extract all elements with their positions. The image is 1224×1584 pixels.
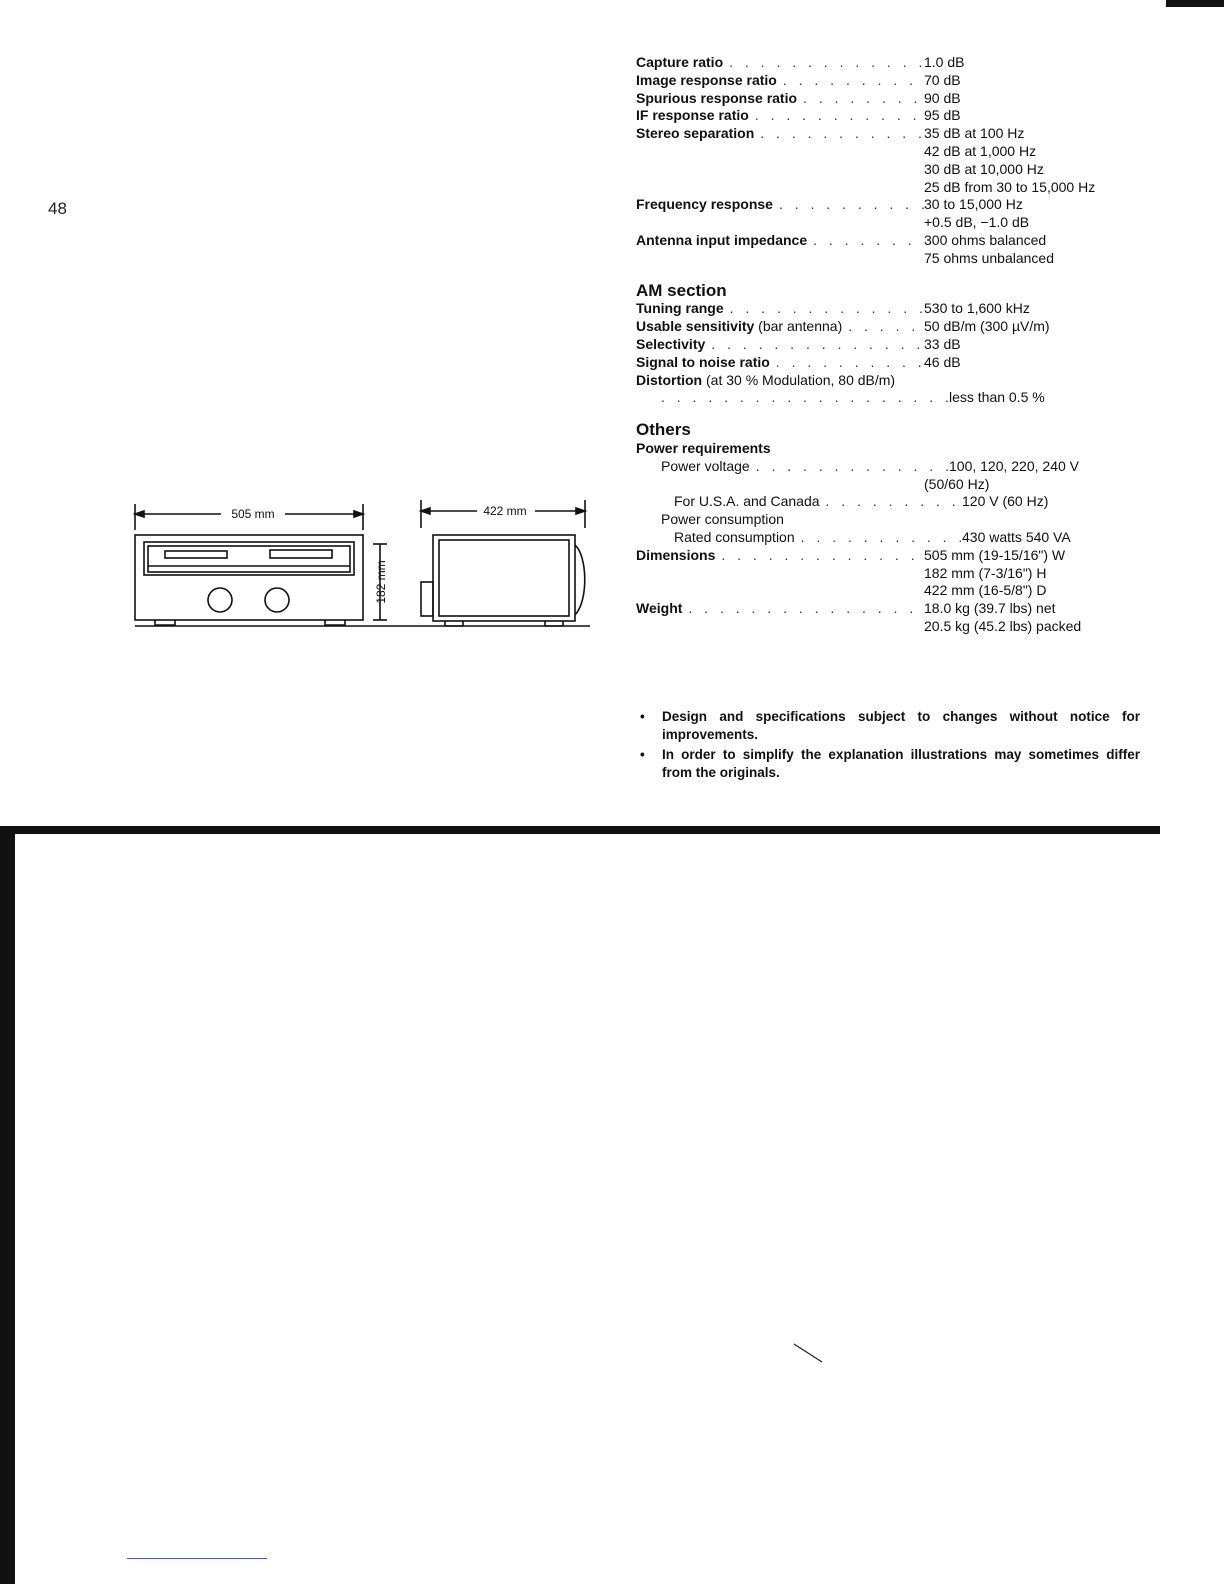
spec-row-distortion-value xyxy=(636,389,1156,407)
spec-value: 422 mm (16-5/8") D xyxy=(924,582,1047,599)
spec-row-power-voltage-2 xyxy=(636,476,1156,494)
power-requirements-heading: Power requirements xyxy=(636,439,771,456)
spec-value: +0.5 dB, −1.0 dB xyxy=(924,214,1030,231)
side-view xyxy=(421,500,585,626)
dimensions-diagram xyxy=(125,490,595,640)
spec-row xyxy=(636,232,1156,250)
height-label: 182 mm xyxy=(374,560,388,604)
spec-row-distortion xyxy=(636,372,1156,390)
specifications xyxy=(636,54,1156,636)
spec-label: Image response ratio xyxy=(636,71,777,88)
spec-row-dimensions-3 xyxy=(636,582,1156,600)
underline-mark xyxy=(127,1558,267,1559)
fm-section xyxy=(636,54,1156,268)
spec-row xyxy=(636,90,1156,108)
spec-value: 505 mm (19-15/16") W xyxy=(924,546,1066,563)
spec-row-dimensions-2 xyxy=(636,565,1156,583)
spec-label: Signal to noise ratio xyxy=(636,353,770,370)
footnote xyxy=(640,746,1140,782)
bottom-rule xyxy=(0,826,1160,834)
spec-row-usable-sensitivity xyxy=(636,318,1156,336)
spec-value: 30 to 15,000 Hz xyxy=(924,196,1023,213)
spec-row xyxy=(636,179,1156,197)
spec-value: 1.0 dB xyxy=(924,54,965,70)
spec-row-usa-canada xyxy=(636,493,1156,511)
spec-value: 30 dB at 10,000 Hz xyxy=(924,160,1044,177)
spec-row-power-voltage xyxy=(636,458,1156,476)
bullet: • xyxy=(640,709,645,724)
bullet: • xyxy=(640,747,645,762)
spec-value: 35 dB at 100 Hz xyxy=(924,125,1025,142)
spec-row xyxy=(636,161,1156,179)
spec-value: 20.5 kg (45.2 lbs) packed xyxy=(924,617,1082,634)
front-view xyxy=(135,504,590,626)
spec-value: 530 to 1,600 kHz xyxy=(924,300,1030,317)
spec-label: Usable sensitivity (bar antenna) xyxy=(636,318,843,335)
spec-value: 33 dB xyxy=(924,335,961,352)
spec-label: Weight xyxy=(636,600,683,617)
spec-label: Distortion xyxy=(636,371,703,388)
spec-row-signal-to-noise xyxy=(636,354,1156,372)
left-margin-bar xyxy=(0,834,15,1584)
spec-row-dimensions xyxy=(636,547,1156,565)
spec-value: 46 dB xyxy=(924,353,961,370)
others-section-title: Others xyxy=(636,420,691,440)
spec-value: 25 dB from 30 to 15,000 Hz xyxy=(924,178,1096,195)
spec-label: IF response ratio xyxy=(636,107,749,124)
spec-label: Power voltage xyxy=(661,457,750,474)
spec-value: 90 dB xyxy=(924,89,961,106)
depth-label: 422 mm xyxy=(483,504,527,518)
spec-value: 42 dB at 1,000 Hz xyxy=(924,142,1037,159)
spec-label: Selectivity xyxy=(636,335,706,352)
width-label: 505 mm xyxy=(231,507,275,521)
spec-value: 430 watts 540 VA xyxy=(962,528,1071,545)
spec-row xyxy=(636,54,1156,72)
spec-row xyxy=(636,107,1156,125)
spec-label: Capture ratio xyxy=(636,54,724,70)
spec-row-tuning-range xyxy=(636,300,1156,318)
spec-value: 120 V (60 Hz) xyxy=(962,493,1049,510)
footnote xyxy=(640,708,1140,744)
spec-label: Frequency response xyxy=(636,196,773,213)
spec-row xyxy=(636,72,1156,90)
scan-mark xyxy=(790,1340,830,1370)
spec-row xyxy=(636,214,1156,232)
spec-value: 95 dB xyxy=(924,107,961,124)
spec-label: Spurious response ratio xyxy=(636,89,798,106)
spec-value: 182 mm (7-3/16") H xyxy=(924,564,1047,581)
footnote-text: In order to simplify the explanation illustrations may sometimes differ from the originals. xyxy=(662,747,1140,780)
spec-value: (50/60 Hz) xyxy=(924,475,990,492)
spec-value: less than 0.5 % xyxy=(949,389,1045,406)
spec-value: 50 dB/m (300 µV/m) xyxy=(924,318,1050,335)
spec-row xyxy=(636,143,1156,161)
spec-label: Rated consumption xyxy=(674,528,795,545)
spec-row-weight xyxy=(636,600,1156,618)
footnote-text: Design and specifications subject to changes without notice for improvements. xyxy=(662,709,1140,742)
spec-row xyxy=(636,125,1156,143)
spec-note: (at 30 % Modulation, 80 dB/m) xyxy=(706,371,896,388)
spec-label: Antenna input impedance xyxy=(636,231,808,248)
spec-row-rated-consumption xyxy=(636,529,1156,547)
spec-value: 75 ohms unbalanced xyxy=(924,249,1054,266)
spec-value: 18.0 kg (39.7 lbs) net xyxy=(924,600,1056,617)
footnotes xyxy=(640,708,1140,784)
spec-label: Tuning range xyxy=(636,300,724,317)
spec-row-weight-2 xyxy=(636,618,1156,636)
spec-row xyxy=(636,250,1156,268)
page-number: 48 xyxy=(48,199,67,218)
spec-value: 70 dB xyxy=(924,71,961,88)
spec-label: For U.S.A. and Canada xyxy=(674,493,820,510)
corner-mark xyxy=(1166,0,1224,7)
spec-row xyxy=(636,196,1156,214)
spec-value: 300 ohms balanced xyxy=(924,231,1047,248)
spec-value: 100, 120, 220, 240 V xyxy=(949,457,1079,474)
spec-label: Dimensions xyxy=(636,546,716,563)
spec-label: Stereo separation xyxy=(636,125,755,142)
power-consumption-heading: Power consumption xyxy=(661,511,784,528)
am-section-title: AM section xyxy=(636,280,727,300)
spec-row-selectivity xyxy=(636,336,1156,354)
